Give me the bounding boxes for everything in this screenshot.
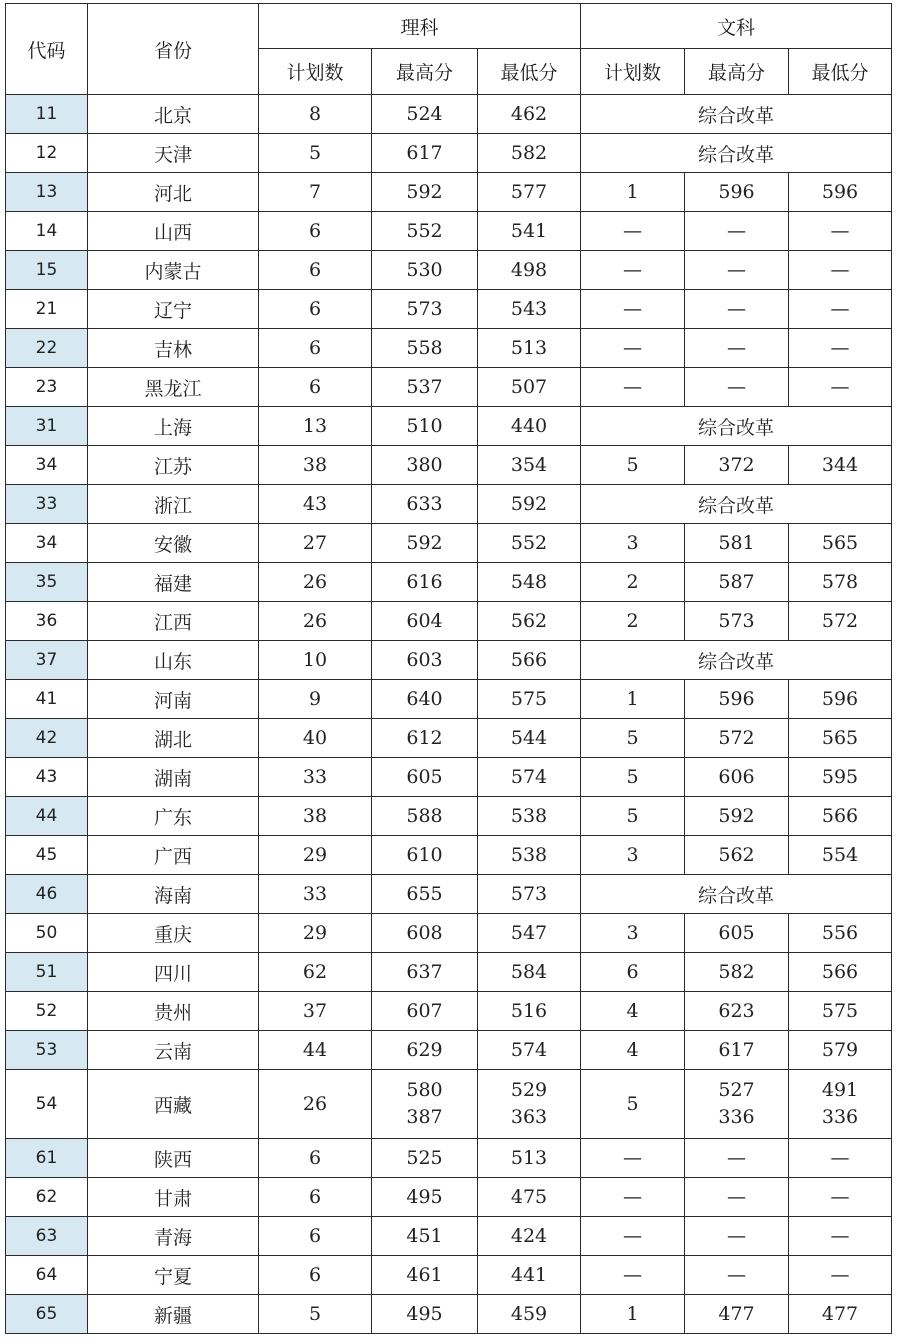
science-plan-cell: 5 bbox=[259, 134, 372, 173]
arts-min-cell: 566 bbox=[789, 797, 892, 836]
code-cell: 45 bbox=[6, 836, 88, 875]
science-max-cell: 608 bbox=[372, 914, 478, 953]
science-plan-cell: 38 bbox=[259, 797, 372, 836]
science-max-cell: 592 bbox=[372, 524, 478, 563]
science-min-cell: 584 bbox=[478, 953, 581, 992]
table-row bbox=[6, 953, 892, 992]
science-plan-cell: 6 bbox=[259, 1139, 372, 1178]
province-cell: 云南 bbox=[88, 1031, 259, 1070]
arts-plan-cell: 6 bbox=[581, 953, 685, 992]
arts-plan-cell: 5 bbox=[581, 797, 685, 836]
province-cell: 黑龙江 bbox=[88, 368, 259, 407]
arts-empty-dash: — bbox=[581, 251, 685, 290]
table-row bbox=[6, 875, 892, 914]
code-cell: 12 bbox=[6, 134, 88, 173]
header-code: 代码 bbox=[6, 4, 88, 95]
science-max-cell: 510 bbox=[372, 407, 478, 446]
cell-line: 529 bbox=[510, 1079, 548, 1101]
science-min-cell bbox=[478, 1070, 581, 1139]
province-cell: 甘肃 bbox=[88, 1178, 259, 1217]
code-cell: 63 bbox=[6, 1217, 88, 1256]
code-cell: 61 bbox=[6, 1139, 88, 1178]
arts-empty-dash: — bbox=[581, 1256, 685, 1295]
arts-empty-dash: — bbox=[789, 212, 892, 251]
science-max-cell: 616 bbox=[372, 563, 478, 602]
table-row bbox=[6, 1217, 892, 1256]
code-cell: 65 bbox=[6, 1295, 88, 1334]
arts-min-cell: 566 bbox=[789, 953, 892, 992]
code-cell: 50 bbox=[6, 914, 88, 953]
arts-min-cell: 565 bbox=[789, 524, 892, 563]
table-row bbox=[6, 134, 892, 173]
science-plan-cell: 37 bbox=[259, 992, 372, 1031]
science-max-cell: 495 bbox=[372, 1295, 478, 1334]
science-min-cell: 552 bbox=[478, 524, 581, 563]
arts-empty-dash: — bbox=[581, 329, 685, 368]
arts-min-cell: 596 bbox=[789, 680, 892, 719]
science-min-cell: 541 bbox=[478, 212, 581, 251]
province-cell: 湖南 bbox=[88, 758, 259, 797]
arts-empty-dash: — bbox=[581, 212, 685, 251]
arts-empty-dash: — bbox=[685, 212, 789, 251]
province-cell: 天津 bbox=[88, 134, 259, 173]
code-cell: 51 bbox=[6, 953, 88, 992]
science-min-cell: 575 bbox=[478, 680, 581, 719]
province-cell: 江苏 bbox=[88, 446, 259, 485]
science-max-cell: 640 bbox=[372, 680, 478, 719]
header-arts-max: 最高分 bbox=[685, 49, 789, 95]
arts-plan-cell: 4 bbox=[581, 992, 685, 1031]
science-plan-cell: 6 bbox=[259, 1178, 372, 1217]
province-cell: 福建 bbox=[88, 563, 259, 602]
science-plan-cell: 40 bbox=[259, 719, 372, 758]
science-plan-cell: 6 bbox=[259, 329, 372, 368]
science-max-cell: 380 bbox=[372, 446, 478, 485]
arts-plan-cell: 3 bbox=[581, 836, 685, 875]
table-row bbox=[6, 446, 892, 485]
province-cell: 湖北 bbox=[88, 719, 259, 758]
arts-reform-cell: 综合改革 bbox=[581, 485, 892, 524]
table-row bbox=[6, 1295, 892, 1334]
arts-plan-cell: 1 bbox=[581, 1295, 685, 1334]
arts-plan-cell: 4 bbox=[581, 1031, 685, 1070]
arts-max-cell: 596 bbox=[685, 173, 789, 212]
arts-min-cell: 477 bbox=[789, 1295, 892, 1334]
science-min-cell: 573 bbox=[478, 875, 581, 914]
table-row bbox=[6, 719, 892, 758]
arts-empty-dash: — bbox=[581, 1217, 685, 1256]
arts-max-cell: 617 bbox=[685, 1031, 789, 1070]
arts-empty-dash: — bbox=[581, 1139, 685, 1178]
science-min-cell: 562 bbox=[478, 602, 581, 641]
science-plan-cell: 6 bbox=[259, 212, 372, 251]
province-cell: 海南 bbox=[88, 875, 259, 914]
header-arts-plan: 计划数 bbox=[581, 49, 685, 95]
cell-line: 363 bbox=[510, 1106, 548, 1128]
table-row bbox=[6, 914, 892, 953]
science-min-cell: 548 bbox=[478, 563, 581, 602]
science-plan-cell: 10 bbox=[259, 641, 372, 680]
science-plan-cell: 33 bbox=[259, 758, 372, 797]
science-max-cell: 451 bbox=[372, 1217, 478, 1256]
code-cell: 44 bbox=[6, 797, 88, 836]
science-min-cell: 459 bbox=[478, 1295, 581, 1334]
table-row bbox=[6, 1139, 892, 1178]
science-min-cell: 441 bbox=[478, 1256, 581, 1295]
science-min-cell: 516 bbox=[478, 992, 581, 1031]
arts-min-cell: 578 bbox=[789, 563, 892, 602]
header-science-max: 最高分 bbox=[372, 49, 478, 95]
table-row bbox=[6, 1070, 892, 1139]
arts-max-cell: 477 bbox=[685, 1295, 789, 1334]
province-cell: 河北 bbox=[88, 173, 259, 212]
header-science-plan: 计划数 bbox=[259, 49, 372, 95]
code-cell: 22 bbox=[6, 329, 88, 368]
arts-empty-dash: — bbox=[789, 1256, 892, 1295]
science-plan-cell: 6 bbox=[259, 1256, 372, 1295]
science-plan-cell: 26 bbox=[259, 1070, 372, 1139]
cell-line: 527 bbox=[718, 1079, 755, 1101]
arts-empty-dash: — bbox=[685, 1139, 789, 1178]
table-row bbox=[6, 641, 892, 680]
table-row bbox=[6, 524, 892, 563]
arts-empty-dash: — bbox=[685, 1217, 789, 1256]
arts-max-cell: 573 bbox=[685, 602, 789, 641]
table-row bbox=[6, 797, 892, 836]
science-max-cell: 604 bbox=[372, 602, 478, 641]
code-cell: 35 bbox=[6, 563, 88, 602]
province-cell: 内蒙古 bbox=[88, 251, 259, 290]
code-cell: 15 bbox=[6, 251, 88, 290]
science-max-cell: 612 bbox=[372, 719, 478, 758]
code-cell: 64 bbox=[6, 1256, 88, 1295]
code-cell: 31 bbox=[6, 407, 88, 446]
science-min-cell: 513 bbox=[478, 1139, 581, 1178]
code-cell: 41 bbox=[6, 680, 88, 719]
science-plan-cell: 26 bbox=[259, 563, 372, 602]
science-max-cell: 558 bbox=[372, 329, 478, 368]
science-min-cell: 574 bbox=[478, 758, 581, 797]
arts-empty-dash: — bbox=[789, 251, 892, 290]
table-row bbox=[6, 758, 892, 797]
arts-min-cell: 575 bbox=[789, 992, 892, 1031]
code-cell: 34 bbox=[6, 524, 88, 563]
arts-max-cell: 572 bbox=[685, 719, 789, 758]
science-min-cell: 440 bbox=[478, 407, 581, 446]
science-max-cell: 525 bbox=[372, 1139, 478, 1178]
science-min-cell: 544 bbox=[478, 719, 581, 758]
arts-min-cell: 344 bbox=[789, 446, 892, 485]
table-row bbox=[6, 407, 892, 446]
arts-max-cell bbox=[685, 1070, 789, 1139]
cell-line: 387 bbox=[406, 1106, 443, 1128]
province-cell: 浙江 bbox=[88, 485, 259, 524]
science-min-cell: 592 bbox=[478, 485, 581, 524]
arts-reform-cell: 综合改革 bbox=[581, 875, 892, 914]
science-plan-cell: 27 bbox=[259, 524, 372, 563]
science-plan-cell: 29 bbox=[259, 914, 372, 953]
province-cell: 新疆 bbox=[88, 1295, 259, 1334]
arts-min-cell: 596 bbox=[789, 173, 892, 212]
province-cell: 四川 bbox=[88, 953, 259, 992]
science-max-cell: 633 bbox=[372, 485, 478, 524]
science-plan-cell: 33 bbox=[259, 875, 372, 914]
arts-empty-dash: — bbox=[581, 290, 685, 329]
science-min-cell: 424 bbox=[478, 1217, 581, 1256]
province-cell: 吉林 bbox=[88, 329, 259, 368]
science-plan-cell: 26 bbox=[259, 602, 372, 641]
arts-plan-cell: 5 bbox=[581, 446, 685, 485]
code-cell: 53 bbox=[6, 1031, 88, 1070]
arts-plan-cell: 5 bbox=[581, 1070, 685, 1139]
arts-empty-dash: — bbox=[685, 290, 789, 329]
header-arts-min: 最低分 bbox=[789, 49, 892, 95]
table-row bbox=[6, 329, 892, 368]
science-min-cell: 498 bbox=[478, 251, 581, 290]
table-body bbox=[6, 95, 892, 1334]
province-cell: 重庆 bbox=[88, 914, 259, 953]
science-plan-cell: 5 bbox=[259, 1295, 372, 1334]
science-plan-cell: 8 bbox=[259, 95, 372, 134]
arts-max-cell: 581 bbox=[685, 524, 789, 563]
table-row bbox=[6, 368, 892, 407]
province-cell: 河南 bbox=[88, 680, 259, 719]
header-science-min: 最低分 bbox=[478, 49, 581, 95]
table-row bbox=[6, 602, 892, 641]
arts-plan-cell: 1 bbox=[581, 173, 685, 212]
arts-min-cell: 556 bbox=[789, 914, 892, 953]
science-plan-cell: 6 bbox=[259, 1217, 372, 1256]
science-plan-cell: 29 bbox=[259, 836, 372, 875]
arts-empty-dash: — bbox=[581, 1178, 685, 1217]
arts-empty-dash: — bbox=[789, 1217, 892, 1256]
science-min-cell: 574 bbox=[478, 1031, 581, 1070]
arts-max-cell: 596 bbox=[685, 680, 789, 719]
table-row bbox=[6, 290, 892, 329]
science-min-cell: 582 bbox=[478, 134, 581, 173]
science-plan-cell: 62 bbox=[259, 953, 372, 992]
arts-plan-cell: 2 bbox=[581, 563, 685, 602]
science-max-cell: 588 bbox=[372, 797, 478, 836]
science-max-cell: 552 bbox=[372, 212, 478, 251]
code-cell: 33 bbox=[6, 485, 88, 524]
table-row bbox=[6, 836, 892, 875]
arts-reform-cell: 综合改革 bbox=[581, 95, 892, 134]
cell-line: 336 bbox=[718, 1106, 755, 1128]
science-max-cell: 610 bbox=[372, 836, 478, 875]
science-max-cell: 537 bbox=[372, 368, 478, 407]
table-row bbox=[6, 1256, 892, 1295]
code-cell: 11 bbox=[6, 95, 88, 134]
arts-min-cell bbox=[789, 1070, 892, 1139]
code-cell: 42 bbox=[6, 719, 88, 758]
arts-max-cell: 605 bbox=[685, 914, 789, 953]
table-row bbox=[6, 1178, 892, 1217]
code-cell: 34 bbox=[6, 446, 88, 485]
province-cell: 陕西 bbox=[88, 1139, 259, 1178]
science-plan-cell: 38 bbox=[259, 446, 372, 485]
province-cell: 宁夏 bbox=[88, 1256, 259, 1295]
province-cell: 山东 bbox=[88, 641, 259, 680]
science-max-cell: 530 bbox=[372, 251, 478, 290]
arts-reform-cell: 综合改革 bbox=[581, 134, 892, 173]
science-max-cell: 495 bbox=[372, 1178, 478, 1217]
science-max-cell: 603 bbox=[372, 641, 478, 680]
table-row bbox=[6, 1031, 892, 1070]
code-cell: 62 bbox=[6, 1178, 88, 1217]
header-science: 理科 bbox=[259, 4, 581, 49]
code-cell: 13 bbox=[6, 173, 88, 212]
arts-reform-cell: 综合改革 bbox=[581, 407, 892, 446]
science-min-cell: 475 bbox=[478, 1178, 581, 1217]
arts-min-cell: 572 bbox=[789, 602, 892, 641]
science-max-cell: 655 bbox=[372, 875, 478, 914]
province-cell: 广西 bbox=[88, 836, 259, 875]
science-plan-cell: 6 bbox=[259, 368, 372, 407]
arts-empty-dash: — bbox=[685, 251, 789, 290]
arts-min-cell: 554 bbox=[789, 836, 892, 875]
table-header bbox=[6, 4, 892, 95]
science-min-cell: 577 bbox=[478, 173, 581, 212]
arts-max-cell: 592 bbox=[685, 797, 789, 836]
header-arts: 文科 bbox=[581, 4, 892, 49]
arts-max-cell: 582 bbox=[685, 953, 789, 992]
table-row bbox=[6, 95, 892, 134]
arts-plan-cell: 1 bbox=[581, 680, 685, 719]
arts-max-cell: 562 bbox=[685, 836, 789, 875]
header-province: 省份 bbox=[88, 4, 259, 95]
province-cell: 山西 bbox=[88, 212, 259, 251]
science-plan-cell: 6 bbox=[259, 290, 372, 329]
province-cell: 安徽 bbox=[88, 524, 259, 563]
science-max-cell: 524 bbox=[372, 95, 478, 134]
code-cell: 23 bbox=[6, 368, 88, 407]
cell-line: 336 bbox=[821, 1106, 859, 1128]
science-min-cell: 538 bbox=[478, 797, 581, 836]
province-cell: 上海 bbox=[88, 407, 259, 446]
science-min-cell: 462 bbox=[478, 95, 581, 134]
province-cell: 北京 bbox=[88, 95, 259, 134]
arts-plan-cell: 5 bbox=[581, 758, 685, 797]
table-row bbox=[6, 173, 892, 212]
science-min-cell: 513 bbox=[478, 329, 581, 368]
table-row bbox=[6, 680, 892, 719]
table-row bbox=[6, 992, 892, 1031]
table-row bbox=[6, 251, 892, 290]
cell-line: 491 bbox=[821, 1079, 859, 1101]
arts-empty-dash: — bbox=[789, 290, 892, 329]
province-cell: 广东 bbox=[88, 797, 259, 836]
science-max-cell: 607 bbox=[372, 992, 478, 1031]
science-max-cell: 573 bbox=[372, 290, 478, 329]
science-plan-cell: 13 bbox=[259, 407, 372, 446]
table-row bbox=[6, 563, 892, 602]
arts-plan-cell: 3 bbox=[581, 914, 685, 953]
province-cell: 贵州 bbox=[88, 992, 259, 1031]
science-min-cell: 507 bbox=[478, 368, 581, 407]
province-cell: 西藏 bbox=[88, 1070, 259, 1139]
admission-scores-table bbox=[5, 3, 892, 1334]
arts-empty-dash: — bbox=[685, 329, 789, 368]
arts-empty-dash: — bbox=[789, 329, 892, 368]
province-cell: 青海 bbox=[88, 1217, 259, 1256]
arts-max-cell: 623 bbox=[685, 992, 789, 1031]
science-plan-cell: 7 bbox=[259, 173, 372, 212]
science-max-cell: 617 bbox=[372, 134, 478, 173]
science-max-cell bbox=[372, 1070, 478, 1139]
science-plan-cell: 43 bbox=[259, 485, 372, 524]
arts-max-cell: 606 bbox=[685, 758, 789, 797]
code-cell: 52 bbox=[6, 992, 88, 1031]
science-plan-cell: 44 bbox=[259, 1031, 372, 1070]
science-min-cell: 547 bbox=[478, 914, 581, 953]
code-cell: 54 bbox=[6, 1070, 88, 1139]
table-row bbox=[6, 212, 892, 251]
code-cell: 43 bbox=[6, 758, 88, 797]
science-plan-cell: 9 bbox=[259, 680, 372, 719]
code-cell: 46 bbox=[6, 875, 88, 914]
arts-empty-dash: — bbox=[685, 368, 789, 407]
province-cell: 辽宁 bbox=[88, 290, 259, 329]
arts-min-cell: 579 bbox=[789, 1031, 892, 1070]
science-max-cell: 461 bbox=[372, 1256, 478, 1295]
science-max-cell: 637 bbox=[372, 953, 478, 992]
arts-empty-dash: — bbox=[685, 1178, 789, 1217]
science-max-cell: 629 bbox=[372, 1031, 478, 1070]
province-cell: 江西 bbox=[88, 602, 259, 641]
table-row bbox=[6, 485, 892, 524]
arts-reform-cell: 综合改革 bbox=[581, 641, 892, 680]
code-cell: 37 bbox=[6, 641, 88, 680]
science-min-cell: 354 bbox=[478, 446, 581, 485]
arts-plan-cell: 2 bbox=[581, 602, 685, 641]
arts-min-cell: 595 bbox=[789, 758, 892, 797]
cell-line: 580 bbox=[406, 1079, 443, 1101]
code-cell: 21 bbox=[6, 290, 88, 329]
science-min-cell: 543 bbox=[478, 290, 581, 329]
code-cell: 36 bbox=[6, 602, 88, 641]
arts-max-cell: 587 bbox=[685, 563, 789, 602]
code-cell: 14 bbox=[6, 212, 88, 251]
science-max-cell: 605 bbox=[372, 758, 478, 797]
arts-max-cell: 372 bbox=[685, 446, 789, 485]
science-plan-cell: 6 bbox=[259, 251, 372, 290]
science-min-cell: 566 bbox=[478, 641, 581, 680]
arts-empty-dash: — bbox=[789, 1178, 892, 1217]
arts-empty-dash: — bbox=[789, 368, 892, 407]
arts-plan-cell: 3 bbox=[581, 524, 685, 563]
arts-empty-dash: — bbox=[581, 368, 685, 407]
science-min-cell: 538 bbox=[478, 836, 581, 875]
arts-min-cell: 565 bbox=[789, 719, 892, 758]
science-max-cell: 592 bbox=[372, 173, 478, 212]
arts-empty-dash: — bbox=[789, 1139, 892, 1178]
arts-plan-cell: 5 bbox=[581, 719, 685, 758]
arts-empty-dash: — bbox=[685, 1256, 789, 1295]
